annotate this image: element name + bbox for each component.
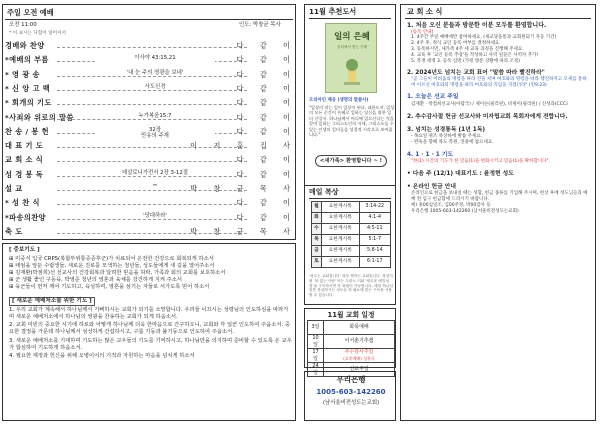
account-holder: (남서울비전성도는교회) <box>322 400 380 406</box>
news-sub: 4. 교육 후 '교인 등록 추장'을 작성하고 사역 일꾼은 사역자 추가! <box>411 52 539 58</box>
reading-divider <box>309 198 391 199</box>
welcome-badge: <새가족> 환영합니다 ~ ! <box>315 155 387 167</box>
reading-day: 화 <box>312 213 322 224</box>
schedule-event: 선교주일 <box>349 366 369 373</box>
schedule-date: 3일 <box>308 321 324 335</box>
order-detail-main: '내 눈 주의 영광을 보네' <box>126 69 184 76</box>
book-divider <box>309 18 391 19</box>
reading-ref: 6:1-17 <box>359 257 390 268</box>
news-sub: 2. 4주 후, 정식 교인 등록 여부를 결정하세요. <box>411 41 501 47</box>
news-divider <box>405 18 591 19</box>
church-prayer-list <box>9 307 293 360</box>
order-leader-line <box>57 104 247 105</box>
reading-day: 수 <box>312 224 322 235</box>
order-label: 찬 송 / 봉 헌 <box>5 126 50 136</box>
order-label: * 회개의 기도 <box>5 98 52 108</box>
news-title: 교 회 소 식 <box>407 7 443 16</box>
reading-book: 요한계시록 <box>322 202 360 213</box>
schedule-date: 10일 <box>308 335 324 349</box>
order-leader-line <box>57 161 247 162</box>
prayer-list <box>9 256 293 291</box>
order-row <box>5 170 297 181</box>
order-person: 다 같 이 <box>236 112 297 122</box>
order-label: *사죄와 위로의 말씀 <box>5 112 74 122</box>
order-label: 축 도 <box>5 226 23 236</box>
schedule-table <box>307 320 395 377</box>
prayer-box <box>2 243 296 421</box>
news-text: 1. 오늘은 선교 주일 <box>407 94 459 101</box>
news-text: 3. 넘치는 성경통독 (1년 1독) <box>407 126 486 133</box>
order-row <box>5 155 297 166</box>
schedule-event: 화목예배 <box>349 324 369 331</box>
order-detail-main: 32장 <box>148 126 162 133</box>
standing-note: * 이 표시는 다함이 일어서서 <box>9 31 66 36</box>
news-sub: 예) 홍00십일조, 김00주정, 박00감사 등 <box>411 202 491 208</box>
order-person: 다 같 이 <box>236 126 297 136</box>
reading-row <box>312 213 391 224</box>
reading-day: 토 <box>312 257 322 268</box>
news-item <box>407 22 591 65</box>
news-item <box>407 114 591 121</box>
reading-day: 금 <box>312 246 322 257</box>
news-sub: "곧 그들이 어려움의 명령을 따라 진을 치며 여호와의 명령을 따라 행진하지고 모세를 통하여 이르신 여호와의 명령을 따라 여호와의 직임을 지켰더라" (민9:23) <box>411 76 587 88</box>
news-number: 2. <box>407 69 414 76</box>
news-list <box>407 22 591 221</box>
schedule-row <box>308 349 395 363</box>
news-item <box>407 127 591 146</box>
reading-table <box>311 201 391 268</box>
reading-box <box>304 185 396 305</box>
order-detail <box>95 213 215 219</box>
news-text: 2024년도 넘치는 교회 표어 "말씀 따라 빨진하라" <box>415 69 545 76</box>
order-row <box>5 70 297 81</box>
worship-leader: 인도: 박창균 목사 <box>239 22 281 28</box>
offering-box <box>304 371 396 421</box>
news-sub: 3. 등록하시면, 새가족 4주 세 교육 과정을 진행해 주세요. <box>411 47 524 53</box>
schedule-box <box>304 308 396 376</box>
order-person: 다 같 이 <box>236 212 297 222</box>
prayer-item: ⊞ 태엄을 앞둔 수람생들, 새로운 진로를 모색하는 청년들, 성도들에게 새 길을 열어주소서 <box>9 262 215 269</box>
order-row <box>5 227 297 238</box>
prayer-item: ⊞ 미중식 입국 CRPS(복합부위통증증후군)가 치료되어 온전한 건강으로 회복되게 하소서 <box>9 256 214 262</box>
order-detail-main: 사도신경 <box>144 83 166 90</box>
order-row <box>5 55 297 66</box>
church-prayer-title: [ 새로운 예배처소를 위한 기도 ] <box>9 297 95 306</box>
worship-order-box <box>2 4 296 240</box>
order-person: 다 같 이 <box>236 169 297 179</box>
right-page <box>300 0 600 425</box>
reading-row <box>312 224 391 235</box>
news-text: 4. 1 · 1 · 1 기도 <box>407 151 454 158</box>
reading-book: 요한계시록 <box>322 257 360 268</box>
news-box <box>400 4 596 421</box>
reading-book: 요한계시록 <box>322 235 360 246</box>
reading-ref: 4:1-4 <box>359 213 390 224</box>
schedule-event-cell <box>324 321 395 335</box>
book-title: 11월 추천도서 <box>309 7 357 16</box>
order-detail <box>95 170 215 176</box>
order-person: 다 같 이 <box>236 155 297 165</box>
order-person: 다 같 이 <box>236 98 297 108</box>
news-sub: - 완독을 향해 목도 복원, 연중에 참으세요. <box>411 139 494 145</box>
bank-name: 우리은행 <box>336 375 366 384</box>
news-text: 처음 오신 분들과 방문한 이분 모두를 환영합니다. <box>415 22 547 29</box>
order-detail-sub: 만유의 주재 <box>141 133 169 140</box>
news-text: • 온라인 헌금 안내 <box>407 184 456 191</box>
news-text: • 다음 주 (12/1) 대표기도 : 윤정현 성도 <box>407 170 514 177</box>
order-label: * 신 앙 고 백 <box>5 83 51 93</box>
order-row <box>5 113 297 124</box>
order-leader-line <box>57 204 247 205</box>
order-person: 이 지 훈 집 사 <box>190 141 297 151</box>
news-headline <box>407 127 591 134</box>
order-row <box>5 98 297 109</box>
order-row <box>5 213 297 224</box>
book-cover-illustration <box>340 56 364 86</box>
news-headline <box>407 94 591 101</box>
schedule-event-sub: (오후예배) 성찬식 <box>343 355 375 361</box>
order-label: * 영 광 송 <box>5 69 40 79</box>
order-detail-main: 누가복음15:7 <box>138 112 172 119</box>
order-person: 박 창 균 목 사 <box>190 184 297 193</box>
news-headline <box>407 171 591 178</box>
news-sub: (등록 안내) <box>411 29 434 35</box>
book-cover <box>325 23 377 93</box>
news-headline <box>407 70 591 77</box>
prayer-title: [ 중보기도 ] <box>9 247 40 253</box>
reading-day: 월 <box>312 202 322 213</box>
order-label: *예배의 부름 <box>5 55 49 65</box>
news-sub: 우리은행 1005-603-142260 (남서울비전성도는교회) <box>411 208 519 214</box>
schedule-event-cell <box>324 335 395 349</box>
order-detail <box>95 84 215 90</box>
news-item <box>407 94 591 107</box>
order-person: 다 같 이 <box>236 41 297 50</box>
news-sub: "한(1) 시간의 기도가 한 믿음(1)을 변화시키고 믿음(1)을 확하합니다". <box>411 158 551 164</box>
order-label: * 성 찬 식 <box>5 198 40 208</box>
schedule-date: 24일 <box>308 363 324 377</box>
news-headline <box>407 22 591 30</box>
news-item <box>407 184 591 215</box>
order-label: *파송의찬양 <box>5 212 46 222</box>
news-sub: 5. 복정 세명 3. 등록 심방 (가정 방문 상황에 따라 조정) <box>411 58 520 64</box>
order-detail <box>95 127 215 140</box>
prayer-item: ⊞ 김재환(박점희)선 선교사의 건강회복과 달려한 믿음을 허락, 가족과 회의 교회를 보호하소서 <box>9 269 226 276</box>
news-item <box>407 70 591 89</box>
order-person: 다 같 이 <box>236 198 297 208</box>
church-prayer-item: 1. 우리 교회가 계속해서 하나님께서 기뻐하시는 교회가 되기를 소망합니다. 우리들 이끄시는 성령님의 인도하심을 따라가며 새로운 예배처소에서 하나님의 영광을 찬송하는 교회가 되게 하옵소서. <box>9 307 289 320</box>
reading-ref: 3:14-22 <box>359 202 390 213</box>
reading-book: 요한계시록 <box>322 246 360 257</box>
order-detail <box>95 70 215 76</box>
schedule-event-cell <box>324 349 395 363</box>
book-caption: "일상의 작는 일이 일상이 된다, 대한드셔. 일상의 모든 순간이 은혜로 일하는 당신을 위한 일터 신앙서. 하나님께서 어디에 있으신다는 것을 알며 일하는 그리스도인의 자세, 그리스도를 수 있는 인생의 일터들을 성경적 시각으로 보여줍니다." <box>309 105 395 138</box>
book-caption-title: 으리아인 제공 (생명의 말씀사) <box>309 98 369 103</box>
news-sub: - 목요일 퀴즈 목상하에 발씀 주세요. <box>411 134 483 140</box>
reading-row <box>312 202 391 213</box>
order-detail-main: 데살로니가전서 2장 3-12절 <box>122 169 188 176</box>
order-row <box>5 127 297 138</box>
order-row <box>5 41 297 52</box>
order-detail <box>95 113 215 119</box>
title-divider <box>5 19 293 20</box>
schedule-title: 11월 교회 일정 <box>327 311 375 319</box>
order-detail-main: '당대하라' <box>143 212 167 219</box>
reading-ref: 5:1-7 <box>359 235 390 246</box>
schedule-event: 어서춘기추캠 <box>344 338 374 345</box>
order-label: 경배와 찬양 <box>5 41 45 50</box>
prayer-item: ⊞ 육군들이 먼저 깨어 기도하고, 육성하며, 영혼을 섬기는 자들로 서가도록 믿어 하소서 <box>9 283 210 290</box>
news-text: 2. 추수감사절 헌금 선교사와 미자립교회 목회자에게 전합니다. <box>407 113 568 120</box>
order-row <box>5 141 297 152</box>
order-label: 설 교 <box>5 184 23 193</box>
reading-row <box>312 257 391 268</box>
order-person: 다 같 이 <box>236 83 297 93</box>
order-person: 다 같 이 <box>236 55 297 65</box>
order-person: 다 같 이 <box>236 69 297 79</box>
order-leader-line <box>57 47 247 48</box>
news-item <box>407 171 591 178</box>
order-row <box>5 198 297 209</box>
reading-ref: 4:5-11 <box>359 224 390 235</box>
reading-day: 목 <box>312 235 322 246</box>
order-label: 대 표 기 도 <box>5 141 44 151</box>
order-person: 박 창 균 목 사 <box>190 226 297 236</box>
order-detail <box>95 55 215 61</box>
order-detail-main: "" <box>152 184 158 190</box>
reading-row <box>312 235 391 246</box>
news-number: 1. <box>407 22 414 29</box>
church-prayer-item: 4. 필요한 재정과 헌신을 위해 오병이어의 기적과 자원하는 마음을 넘치게 하소서 <box>9 353 195 360</box>
news-sub: 김재환 · 박점희선교사(아랍국) / 제이슨(필리핀), 비제이(필리핀) / 신성과(CCC) <box>411 101 568 107</box>
order-row <box>5 84 297 95</box>
order-row <box>5 184 297 195</box>
schedule-event: 추수감사주일 <box>344 349 374 356</box>
order-label: 교 회 소 식 <box>5 155 44 165</box>
order-label: 성 경 봉 독 <box>5 169 44 179</box>
schedule-row <box>308 321 395 335</box>
order-detail-main: 이사야 43:15,21 <box>134 55 176 62</box>
church-prayer-item: 2. 교회 미빈의 중요한 시기에 하로와 어떻게 하나님께 더욱 한마음으로 간구하오니, 교회와 각 일꾼 인도하여 주옵소서. 중요한 결정을 가문데 하나님께서 섬성하게 간섭하시고, 구름 기둥과 불기둥으로 인도하여 주옵소서. <box>9 322 290 336</box>
news-sub: 온라인으로 헌금을 보내실 때는 성함, 헌금 종류를 기입해 주시며, 헌상 후에 성도님들과 예배 전 입구 헌금함에 드리시기 바랍니다. <box>411 191 588 203</box>
news-headline <box>407 114 591 121</box>
schedule-row <box>308 335 395 349</box>
reading-book: 요한계시록 <box>322 224 360 235</box>
book-cover-sub: 일터에서 찾는 은혜 <box>336 45 368 49</box>
reading-book: 요한계시록 <box>322 213 360 224</box>
news-sub: 1. 4주간 주일 예배에만 참여하세요. (새교당을통과 교회원되기 자동 기간) <box>411 35 557 41</box>
worship-title: 주일 오전 예배 <box>7 8 54 17</box>
reading-note: '성도는 교회입니다' 복상 책자는 교회입니다. 복상지원 '복 있는 사람' 또는 두란노 더워 '새로운 매일성경'을 구독하시면 각 복원이 가능합니다. 매일 하나님 말씀 묵상하시는 성도들 의 필요에 맞는 구독을 사용할 수 있습니다. <box>309 274 394 298</box>
news-headline <box>407 152 591 159</box>
reading-row <box>312 246 391 257</box>
news-item <box>407 152 591 165</box>
reading-ref: 5:8-14 <box>359 246 390 257</box>
worship-time: 오전 11:00 <box>9 22 37 28</box>
book-cover-title: 일의 은혜 <box>334 32 370 42</box>
prayer-item: ⊞ 군 생활 좋인 구동육, 박영준 청년의 영혼과 육체를 강건하게 지켜 주소서 <box>9 276 183 283</box>
bank-account: 1005-603-142260 <box>316 388 386 396</box>
schedule-date: 17일 <box>308 349 324 363</box>
reading-title: 매일 복상 <box>309 188 339 196</box>
church-prayer-item: 3. 새로운 예배처소를 기대하며 기도하는 많은 교우들의 기도를 기억하시고, 하나님만을 의지하며 준비할 수 있도록 온 교우가 합심하여 기도하게 하옵소서. <box>9 337 292 351</box>
